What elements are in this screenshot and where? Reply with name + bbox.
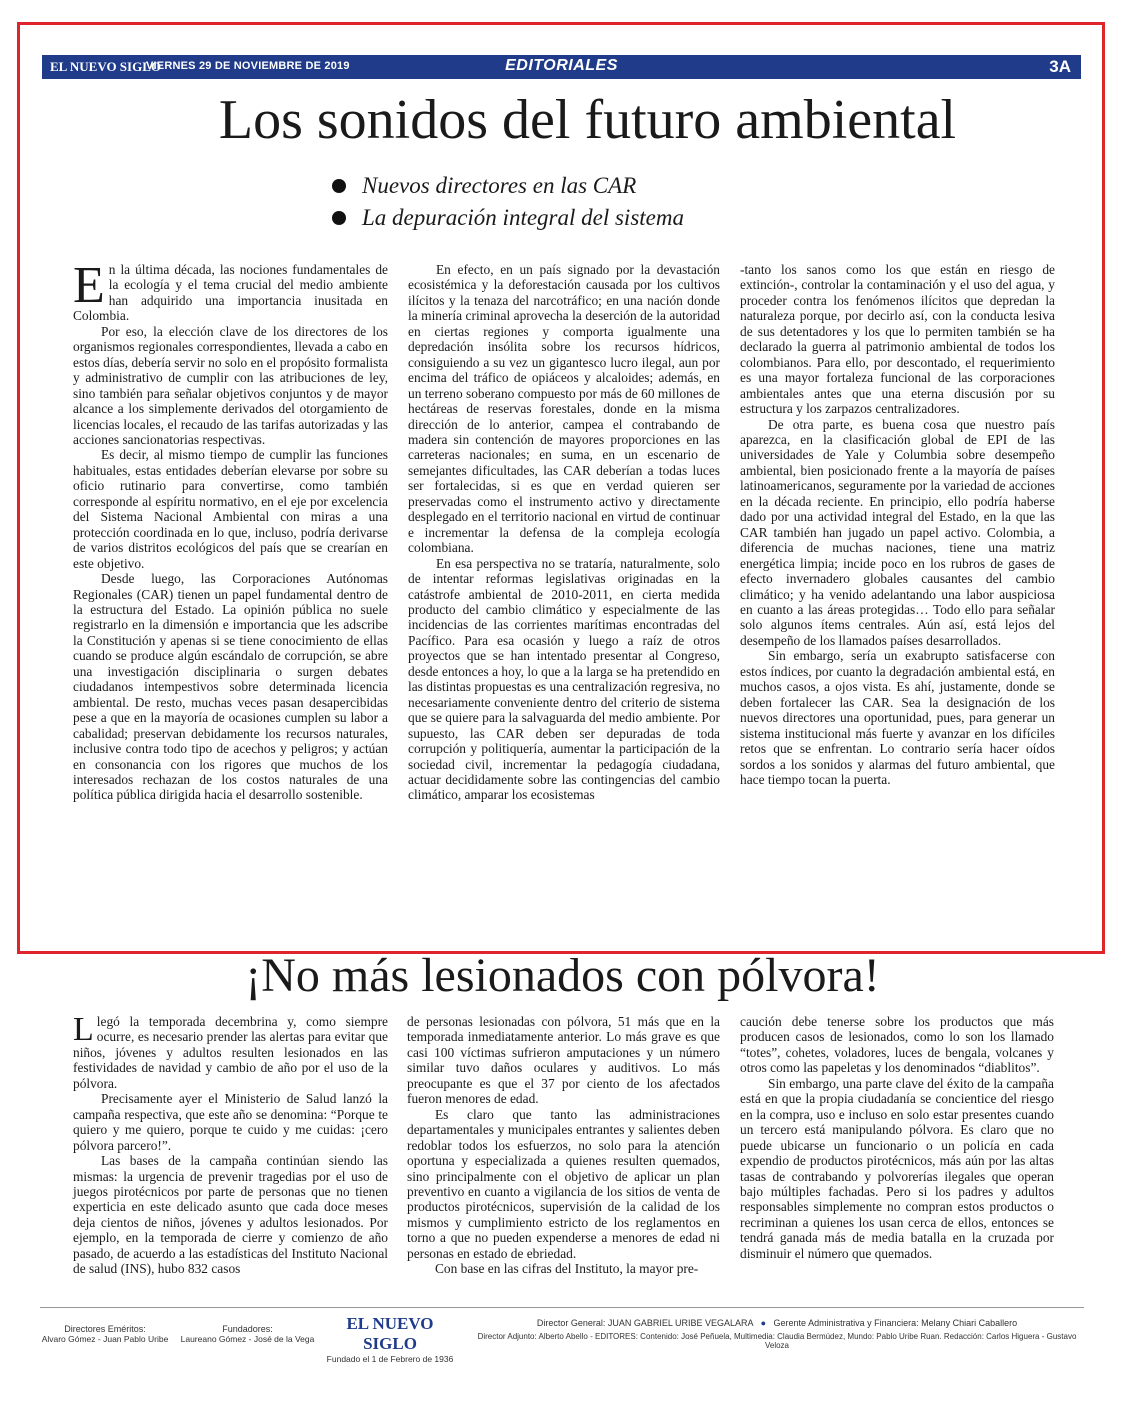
emeritus-label: Directores Eméritos: (64, 1324, 146, 1334)
editorial1-title: Los sonidos del futuro ambiental (218, 89, 957, 151)
staff-editors-line: Director Adjunto: Alberto Abello - EDITORES: Contenido: José Peñuela, Multimedia: Claudia Bermúdez, Mundo: Pablo Uribe Ruan. Redacción: Carlos Higuera - Gustavo Veloza (477, 1332, 1077, 1350)
bullet-icon (332, 211, 346, 225)
masthead-footer (40, 1307, 1084, 1364)
staff-block (470, 1318, 1084, 1350)
founders-block (180, 1324, 315, 1344)
section-title: EDITORIALES (505, 57, 618, 74)
header-bar (42, 55, 1081, 79)
editorial1-bullets (332, 170, 684, 234)
paragraph: Precisamente ayer el Ministerio de Salud lanzó la campaña respectiva, que este año se denomina: “Porque te quiero y me quiero, porque te cuido y me cuidas: ¡cero pólvora parcero!”. (73, 1091, 388, 1153)
paragraph: Sin embargo, sería un exabrupto satisfacerse con estos índices, por cuanto la degradación ambiental está, en muchos casos, a ojos vista. Es ahí, justamente, donde se deben fortalecer las CAR. Sea la designación de los nuevos directores una oportunidad, pues, para generar un sistema institucional más fuerte y avanzar en los difíciles retos que se enfrentan. Lo contrario sería hacer oídos sordos a los sonidos y alarmas del futuro ambiental, que hace tiempo tocan la puerta. (740, 648, 1055, 787)
bullet-icon (332, 179, 346, 193)
bullet-text: Nuevos directores en las CAR (362, 173, 637, 198)
bullet-text: La depuración integral del sistema (362, 205, 684, 230)
paper-logo: EL NUEVO SIGLO (346, 1314, 434, 1353)
paragraph: de personas lesionadas con pólvora, 51 más que en la temporada inmediatamente anterior. Lo más grave es que casi 100 víctimas sufrieron amputaciones y un número similar tuvo daños oculares y auditivos. Lo más preocupante es que el 37 por ciento de los afectados fueron menores de edad. (407, 1014, 720, 1107)
paragraph: Con base en las cifras del Instituto, la mayor pre- (435, 1261, 699, 1277)
logo-block (325, 1314, 455, 1364)
paragraph: Sin embargo, una parte clave del éxito de la campaña está en que la propia ciudadanía se concientice del riesgo en la compra, uso e incluso en solo estar presentes cuando un tercero está manipulando pólvora. Es claro que no puede ubicarse un funcionario o un policía en cada expendio de productos pirotécnicos, más aún por las altas tasas de contrabando y polvorerías ilegales que operan bajo múltiples fachadas. Pero si los padres y adultos responsables simplemente no compran estos productos o recriminan a quienes los usan cerca de ellos, entonces se tendrá ganada más de media batalla en la cruzada por disminuir el número que quemados. (740, 1075, 1054, 1261)
paragraph: Llegó la temporada decembrina y, como siempre ocurre, es necesario prender las alertas para evitar que niños, jóvenes y adultos resulten lesionados en las festividades de navidad y cambio de año por el uso de la pólvora. (73, 1011, 388, 1091)
editorial1-column-2 (408, 262, 720, 803)
paper-name: EL NUEVO SIGLO (50, 59, 161, 74)
drop-cap: L (73, 1011, 94, 1048)
founded-date: Fundado el 1 de Febrero de 1936 (326, 1354, 454, 1364)
editorial2-column-3 (740, 1014, 1054, 1261)
founders-label: Fundadores: (222, 1324, 273, 1334)
page-number: 3A (1049, 57, 1071, 76)
paragraph: De otra parte, es buena cosa que nuestro país aparezca, en la clasificación global de EPI de las universidades de Yale y Columbia sobre desempeño ambiental, bien posicionado frente a la mayoría de países latinoamericanos, seguramente por la variedad de acciones en la década reciente. En principio, ello podría haberse dado por una actividad integral del Estado, en la que las CAR también han jugado un papel activo. Colombia, a diferencia de muchas naciones, tiene una matriz energética limpia; incide poco en los rubros de gases de efecto invernadero globales causantes del cambio climático; y ha venido adelantando una labor auspiciosa en cuanto a las áreas protegidas… Todo ello para señalar solo algunos ítems centrales. Aún así, está lejos del desempeño de los llamados países desarrollados. (740, 416, 1055, 648)
founders-names: Laureano Gómez - José de la Vega (180, 1334, 315, 1344)
paragraph: Desde luego, las Corporaciones Autónomas Regionales (CAR) tienen un papel fundamental dentro de la estructura del Estado. La opinión pública no suele registrarlo en la dimensión e importancia que les adscribe la Constitución y apenas si se tiene conocimiento de ellas cuando se produce algún escándalo de corrupción, se abre una investigación disciplinaria o surgen debates ciudadanos intempestivos sobre determinada licencia ambiental. De resto, muchas veces pasan desapercibidas pese a que en la mayoría de ocasiones cumplen su labor a cabalidad; preservan debidamente los recursos naturales, inclusive contra todo tipo de acechos y peligros; y actúan en consonancia con los rigores que muchos de los interesados rechazan de los costos naturales de una política pública dirigida hacia el desarrollo sostenible. (73, 571, 388, 803)
bullet-item (332, 170, 684, 202)
editorial2-column-2 (407, 1014, 720, 1277)
emeritus-block (40, 1324, 170, 1344)
issue-date: VIERNES 29 DE NOVIEMBRE DE 2019 (146, 60, 350, 72)
paragraph: Es decir, al mismo tiempo de cumplir las funciones habituales, estas entidades deberían elevarse por sobre su oficio rutinario para convertirse, como también corresponde al espíritu normativo, en el eje por excelencia del Sistema Nacional Ambiental con miras a una protección coordinada en lo que, incluso, podría derivarse de varios distritos ecológicos del país que se crearían en este objetivo. (73, 447, 388, 571)
paragraph: En efecto, en un país signado por la devastación ecosistémica y la deforestación causada por los cultivos ilícitos y la tenaza del narcotráfico; en una nación donde la minería criminal aprovecha la deserción de la autoridad en ciertas regiones y comporta igualmente una depredación insólita sobre los recursos hídricos, consiguiendo a su vez un gigantesco lucro ilegal, aun por encima del tráfico de opiáceos y alcaloides; además, en un terreno soberano compuesto por más de 60 millones de hectáreas de reservas forestales, donde en la misma dirección de lo anterior, campea el contrabando de madera sin contención de mayores proporciones en las carreteras nacionales; en suma, en un escenario de semejantes dificultades, las CAR deberían a todas luces ser fortalecidas, si es que en verdad quieren ser preservadas como el instrumento activo y directamente desplegado en el territorio nacional en virtud de continuar e incrementar la defensa de la compleja ecología colombiana. (408, 262, 720, 556)
editorial2-title: ¡No más lesionados con pólvora! (245, 949, 880, 1002)
editorial1-column-1 (73, 257, 388, 803)
paragraph: -tanto los sanos como los que están en riesgo de extinción-, controlar la contaminación y el uso del agua, y proceder contra los fenómenos ilícitos que depredan la naturaleza porque, por decirlo así, con la conducta lesiva de sus detentadores y los que lo permiten también se ha declarado la guerra al patrimonio ambiental de todos los colombianos. Para ello, por descontado, el requerimiento es una mayor fortaleza funcional de las corporaciones ambientales antes que una eterna discusión por su estructura y los zarpazos centralizadores. (740, 262, 1055, 417)
editorial1-column-3 (740, 262, 1055, 787)
paragraph: En esa perspectiva no se trataría, naturalmente, solo de intentar reformas legislativas originadas en la catástrofe ambiental de 2010-2011, en cierta medida producto del cambio climático y especialmente de las incidencias de las corrientes marítimas encontradas del Pacífico. Para esa ocasión y luego a raíz de otros proyectos que se han intentado presentar al Congreso, desde entonces a hoy, lo que a la larga se ha pretendido en las distintas propuestas es una centralización regresiva, no necesariamente conveniente dentro del criterio de sistema que se quiere para la salvaguarda del medio ambiente. Por supuesto, las CAR deben ser depuradas de toda corrupción y politiquería, aumentar la participación de la sociedad civil, incrementar la pedagogía ciudadana, actuar decididamente sobre las contingencias del cambio climático, amparar los ecosistemas (408, 555, 720, 803)
paragraph: En la última década, las nociones fundamentales de la ecología y el tema crucial del medio ambiente han adquirido una importancia inusitada en Colombia. (73, 257, 388, 324)
paragraph: Por eso, la elección clave de los directores de los organismos regionales correspondientes, llevada a cabo en estos días, debería servir no solo en el propósito formalista y administrativo de cumplir con las atribuciones de ley, sino también para señalar objetivos conjuntos y de mayor alcance a los simplemente derivados del otorgamiento de licencias locales, el recaudo de las tarifas autorizadas y las acciones sancionatorias respectivas. (73, 323, 388, 447)
editorial2-column-1 (73, 1011, 388, 1277)
paragraph: caución debe tenerse sobre los productos que más producen casos de lesionados, como lo son los llamado “totes”, cohetes, voladores, luces de bengala, volcanes y otros como las papeletas y los denominados “diablitos”. (740, 1014, 1054, 1076)
emeritus-names: Alvaro Gómez - Juan Pablo Uribe (41, 1334, 169, 1344)
paragraph: Las bases de la campaña continúan siendo las mismas: la urgencia de prevenir tragedias por el uso de juegos pirotécnicos por parte de personas que no tienen experticia en este delicado asunto que cada doce meses deja cientos de niños, jóvenes y adultos lesionados. Por ejemplo, en la temporada de cierre y comienzo de año pasado, de acuerdo a las estadísticas del Instituto Nacional de salud (INS), hubo 832 casos (73, 1153, 388, 1277)
bullet-item (332, 202, 684, 234)
paragraph: Es claro que tanto las administraciones departamentales y municipales entrantes y salientes deben redoblar todos los esfuerzos, no solo para la atención oportuna y especializada a quienes resulten quemados, sino principalmente con el objetivo de aplicar un plan preventivo en cuanto a vigilancia de los sitios de venta de productos pirotécnicos, supervisión de la calidad de los mismos y cumplimiento estricto de los reglamentos en torno a que no pueden expenderse a menores de edad ni personas en estado de ebriedad. (407, 1106, 720, 1261)
drop-cap: E (73, 257, 105, 314)
staff-top-line: Director General: JUAN GABRIEL URIBE VEGALARA ● Gerente Administrativa y Financiera: Melany Chiari Caballero (536, 1318, 1018, 1328)
